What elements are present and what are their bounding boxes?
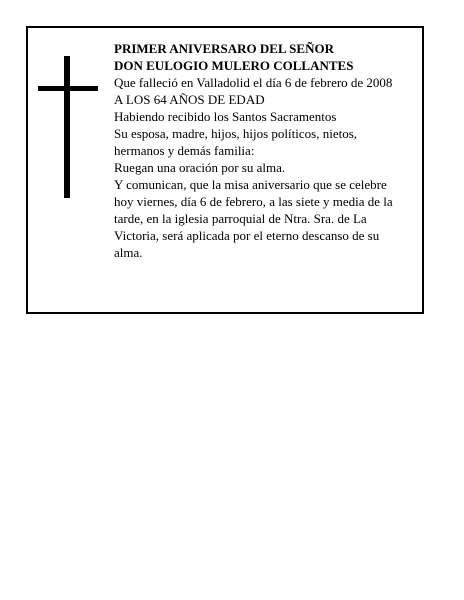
age-line: A LOS 64 AÑOS DE EDAD [114,92,265,107]
death-info: Que falleció en Valladolid el día 6 de febrero de 2008 [114,75,393,90]
sacraments-line: Habiendo recibido los Santos Sacramentos [114,109,337,124]
mass-line5: alma. [114,245,143,260]
family-line1: Su esposa, madre, hijos, hijos políticos, nietos, [114,126,358,141]
notice-text [114,40,414,261]
cross-vertical-bar [64,56,70,198]
mass-line3: tarde, en la iglesia parroquial de Ntra. Sra. de La [114,211,367,226]
obituary-notice [26,26,424,314]
notice-title-line1: PRIMER ANIVERSARO DEL SEÑOR [114,41,334,56]
cross-icon [38,56,98,198]
mass-line2: hoy viernes, día 6 de febrero, a las siete y media de la [114,194,393,209]
mass-line1: Y comunican, que la misa aniversario que se celebre [114,177,387,192]
notice-title-line2: DON EULOGIO MULERO COLLANTES [114,58,354,73]
cross-horizontal-bar [38,86,98,91]
prayer-line: Ruegan una oración por su alma. [114,160,286,175]
mass-line4: Victoria, será aplicada por el eterno descanso de su [114,228,380,243]
family-line2: hermanos y demás familia: [114,143,255,158]
